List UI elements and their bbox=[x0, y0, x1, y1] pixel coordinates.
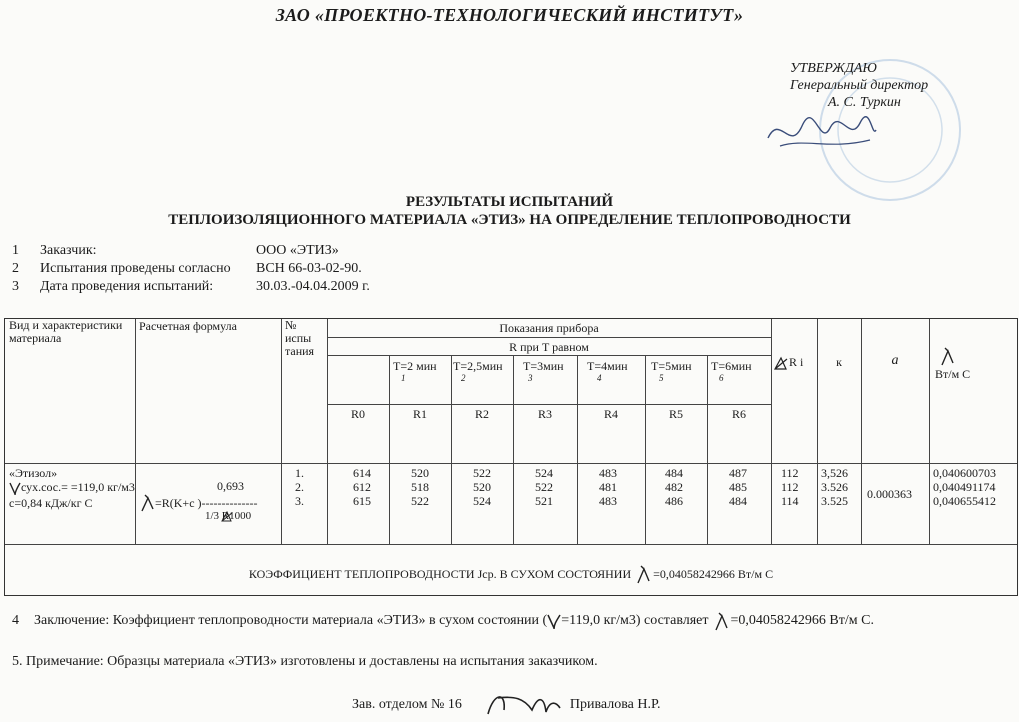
document-title bbox=[0, 193, 1019, 229]
info-number: 2 bbox=[12, 261, 19, 276]
header-formula: Расчетная формула bbox=[139, 319, 237, 333]
reading-value: 484 bbox=[729, 494, 747, 508]
reading-value: 483 bbox=[599, 466, 617, 480]
time-label: T=6мин bbox=[711, 359, 752, 373]
approval-block bbox=[790, 60, 928, 111]
lambda-symbol-icon bbox=[635, 563, 653, 585]
lambda-symbol-icon bbox=[139, 493, 155, 513]
material-density: сух.сос.= =119,0 кг/м3 bbox=[21, 480, 135, 494]
time-subscript: 3 bbox=[528, 373, 533, 383]
conclusion-text-b: =119,0 кг/м3) составляет bbox=[561, 613, 709, 628]
table-footer bbox=[5, 563, 1017, 585]
reading-value: 522 bbox=[535, 480, 553, 494]
info-value: ВСН 66-03-02-90. bbox=[256, 261, 362, 276]
info-value: 30.03.-04.04.2009 г. bbox=[256, 279, 370, 294]
r-column-header: R0 bbox=[350, 407, 365, 421]
info-label: Испытания проведены согласно bbox=[40, 261, 231, 276]
reading-value: 521 bbox=[535, 494, 553, 508]
title-line-2: ТЕПЛОИЗОЛЯЦИОННОГО МАТЕРИАЛА «ЭТИЗ» НА ОПРЕДЕЛЕНИЕ ТЕПЛОПРОВОДНОСТИ bbox=[168, 212, 851, 228]
material-description bbox=[9, 466, 139, 510]
time-subscript: 2 bbox=[461, 373, 466, 383]
conclusion-text-c: =0,04058242966 Вт/м С. bbox=[730, 613, 874, 628]
info-number: 3 bbox=[12, 279, 19, 294]
lambda-value: 0,040655412 bbox=[933, 494, 996, 508]
time-subscript: 6 bbox=[719, 373, 724, 383]
info-row bbox=[12, 242, 370, 260]
approve-role: Генеральный директор bbox=[790, 78, 929, 93]
formula-main: =R(K+c )-------------- bbox=[155, 496, 258, 510]
signoff-role: Зав. отделом № 16 bbox=[352, 697, 462, 712]
reading-value: 520 bbox=[473, 480, 491, 494]
conclusion bbox=[12, 610, 874, 632]
reading-value: 612 bbox=[353, 480, 371, 494]
header-alpha: a bbox=[891, 353, 899, 368]
note: 5. Примечание: Образцы материала «ЭТИЗ» изготовлены и доставлены на испытания заказчиком. bbox=[12, 654, 598, 669]
time-label: T=4мин bbox=[587, 359, 628, 373]
reading-value: 482 bbox=[665, 480, 683, 494]
sum-value: 114 bbox=[781, 494, 799, 508]
footer-value: =0,04058242966 Вт/м С bbox=[653, 566, 774, 581]
reading-value: 524 bbox=[535, 466, 553, 480]
reading-value: 524 bbox=[473, 494, 491, 508]
director-signature bbox=[760, 108, 880, 158]
head-signature bbox=[484, 688, 564, 722]
time-subscript: 4 bbox=[597, 373, 602, 383]
reading-value: 483 bbox=[599, 494, 617, 508]
formula-numerator: 0,693 bbox=[217, 479, 244, 493]
time-subscript: 5 bbox=[659, 373, 664, 383]
sum-value: 112 bbox=[781, 466, 799, 480]
approve-name: А. С. Туркин bbox=[828, 95, 901, 110]
header-k: к bbox=[836, 355, 842, 369]
time-label: T=5мин bbox=[651, 359, 692, 373]
info-label: Заказчик: bbox=[40, 243, 97, 258]
results-table bbox=[4, 318, 1018, 596]
r-column-header: R3 bbox=[537, 407, 552, 421]
reading-value: 485 bbox=[729, 480, 747, 494]
reading-value: 520 bbox=[411, 466, 429, 480]
approve-word: УТВЕРЖДАЮ bbox=[790, 61, 877, 76]
header-readings: Показания прибора bbox=[499, 321, 599, 335]
k-value: 3.525 bbox=[821, 494, 848, 508]
sum-value: 112 bbox=[781, 480, 799, 494]
reading-value: 486 bbox=[665, 494, 683, 508]
time-label: T=2,5мин bbox=[453, 359, 503, 373]
alpha-value: 0.000363 bbox=[867, 487, 912, 501]
conclusion-number: 4 bbox=[12, 613, 19, 628]
lambda-value: 0,040600703 bbox=[933, 466, 996, 480]
header-material: Вид и характеристики материала bbox=[9, 318, 123, 345]
lambda-symbol-icon bbox=[939, 345, 955, 367]
r-column-header: R4 bbox=[603, 407, 618, 421]
lambda-symbol-icon bbox=[713, 610, 731, 632]
time-label: T=2 мин bbox=[393, 359, 437, 373]
reading-value: 522 bbox=[473, 466, 491, 480]
info-list bbox=[12, 242, 370, 296]
reading-value: 615 bbox=[353, 494, 371, 508]
signoff-name: Привалова Н.Р. bbox=[569, 697, 661, 712]
k-value: 3,526 bbox=[821, 466, 848, 480]
r-column-header: R2 bbox=[474, 407, 489, 421]
info-row bbox=[12, 278, 370, 296]
test-number: 3. bbox=[295, 494, 304, 508]
r-column-header: R1 bbox=[412, 407, 427, 421]
institute-name: ЗАО «ПРОЕКТНО-ТЕХНОЛОГИЧЕСКИЙ ИНСТИТУТ» bbox=[275, 5, 744, 25]
reading-value: 481 bbox=[599, 480, 617, 494]
r-column-header: R6 bbox=[731, 407, 746, 421]
r-column-header: R5 bbox=[668, 407, 683, 421]
reading-value: 522 bbox=[411, 494, 429, 508]
reading-value: 484 bbox=[665, 466, 683, 480]
reading-value: 614 bbox=[353, 466, 371, 480]
reading-value: 518 bbox=[411, 480, 429, 494]
time-label: T=3мин bbox=[523, 359, 564, 373]
material-heat-capacity: с=0,84 кДж/кг С bbox=[9, 496, 93, 510]
gamma-symbol-icon bbox=[9, 480, 21, 496]
test-number: 1. bbox=[295, 466, 304, 480]
signoff bbox=[352, 688, 661, 722]
time-subscript: 1 bbox=[401, 373, 406, 383]
test-number: 2. bbox=[295, 480, 304, 494]
footer-label: КОЭФФИЦИЕНТ ТЕПЛОПРОВОДНОСТИ Jср. В СУХОМ СОСТОЯНИИ bbox=[248, 566, 632, 581]
header-r-at-t: R при T равном bbox=[509, 340, 589, 354]
lambda-value: 0,040491174 bbox=[933, 480, 996, 494]
title-line-1: РЕЗУЛЬТАТЫ ИСПЫТАНИЙ bbox=[405, 194, 614, 210]
sum-sigma-icon bbox=[773, 355, 789, 371]
header-sum: R i bbox=[789, 355, 804, 369]
material-name: «Этизол» bbox=[9, 466, 58, 480]
conclusion-text-a: Заключение: Коэффициент теплопроводности материала «ЭТИЗ» в сухом состоянии ( bbox=[34, 613, 548, 628]
header-lambda-unit: Вт/м С bbox=[935, 367, 971, 381]
info-value: ООО «ЭТИЗ» bbox=[256, 243, 339, 258]
formula-denominator: 1/3 R1000 bbox=[205, 510, 252, 522]
reading-value: 487 bbox=[729, 466, 747, 480]
info-number: 1 bbox=[12, 243, 19, 258]
k-value: 3.526 bbox=[821, 480, 848, 494]
gamma-symbol-icon bbox=[547, 612, 561, 630]
header-test-number: № испы тания bbox=[285, 318, 315, 358]
info-row bbox=[12, 260, 370, 278]
info-label: Дата проведения испытаний: bbox=[40, 279, 214, 294]
